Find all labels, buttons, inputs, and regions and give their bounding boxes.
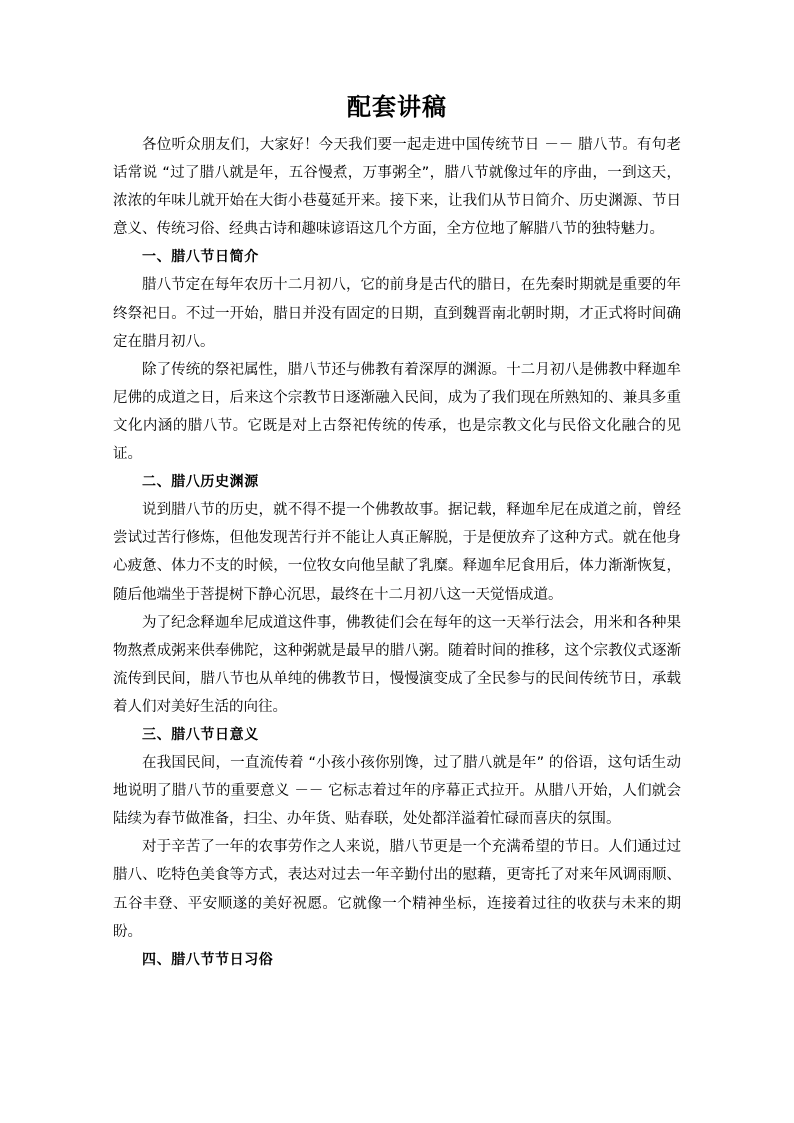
section-3-paragraph-2: 对于辛苦了一年的农事劳作之人来说，腊八节更是一个充满希望的节日。人们通过过腊八、吃特色美食等方式，表达对过去一年辛勤付出的慰藉，更寄托了对来年风调雨顺、五谷丰登、平安顺遂的美好祝愿。它就像一个精神坐标，连接着过往的收获与未来的期盼。: [113, 839, 681, 940]
section-1-paragraph-1: 腊八节定在每年农历十二月初八，它的前身是古代的腊日，在先秦时期就是重要的年终祭祀日。不过一开始，腊日并没有固定的日期，直到魏晋南北朝时期，才正式将时间确定在腊月初八。: [113, 277, 681, 350]
page-title: 配套讲稿: [347, 93, 447, 121]
document-body: [113, 0, 681, 974]
section-3-paragraph-1: 在我国民间，一直流传着 “小孩小孩你别馋，过了腊八就是年” 的俗语，这句话生动地说明了腊八节的重要意义 －－ 它标志着过年的序幕正式拉开。从腊八开始，人们就会陆续为春节做准备，扫尘、办年货、贴春联，处处都洋溢着忙碌而喜庆的氛围。: [113, 755, 681, 828]
section-1-paragraph-2: 除了传统的祭祀属性，腊八节还与佛教有着深厚的渊源。十二月初八是佛教中释迦牟尼佛的成道之日，后来这个宗教节日逐渐融入民间，成为了我们现在所熟知的、兼具多重文化内涵的腊八节。它既是对上古祭祀传统的传承，也是宗教文化与民俗文化融合的见证。: [113, 361, 681, 463]
section-heading-4: 四、腊八节节日习俗: [142, 951, 274, 968]
section-heading-3: 三、腊八节日意义: [142, 726, 259, 743]
section-2-paragraph-2: 为了纪念释迦牟尼成道这件事，佛教徒们会在每年的这一天举行法会，用米和各种果物熬煮成粥来供奉佛陀，这种粥就是最早的腊八粥。随着时间的推移，这个宗教仪式逐渐流传到民间，腊八节也从单纯的佛教节日，慢慢演变成了全民参与的民间传统节日，承载着人们对美好生活的向往。: [113, 614, 681, 715]
intro-paragraph: 各位听众朋友们，大家好！今天我们要一起走进中国传统节日 －－ 腊八节。有句老话常说 “过了腊八就是年，五谷慢煮，万事粥全”，腊八节就像过年的序曲，一到这天，浓浓的年味儿就开始在大街小巷蔓延开来。接下来，让我们从节日简介、历史渊源、节日意义、传统习俗、经典古诗和趣味谚语这几个方面，全方位地了解腊八节的独特魅力。: [113, 137, 681, 238]
section-heading-2: 二、腊八历史渊源: [142, 474, 259, 491]
section-2-paragraph-1: 说到腊八节的历史，就不得不提一个佛教故事。据记载，释迦牟尼在成道之前，曾经尝试过苦行修炼，但他发现苦行并不能让人真正解脱，于是便放弃了这种方式。就在他身心疲惫、体力不支的时候，一位牧女向他呈献了乳糜。释迦牟尼食用后，体力渐渐恢复，随后他端坐于菩提树下静心沉思，最终在十二月初八这一天觉悟成道。: [113, 502, 681, 603]
section-heading-1: 一、腊八节日简介: [142, 249, 259, 266]
